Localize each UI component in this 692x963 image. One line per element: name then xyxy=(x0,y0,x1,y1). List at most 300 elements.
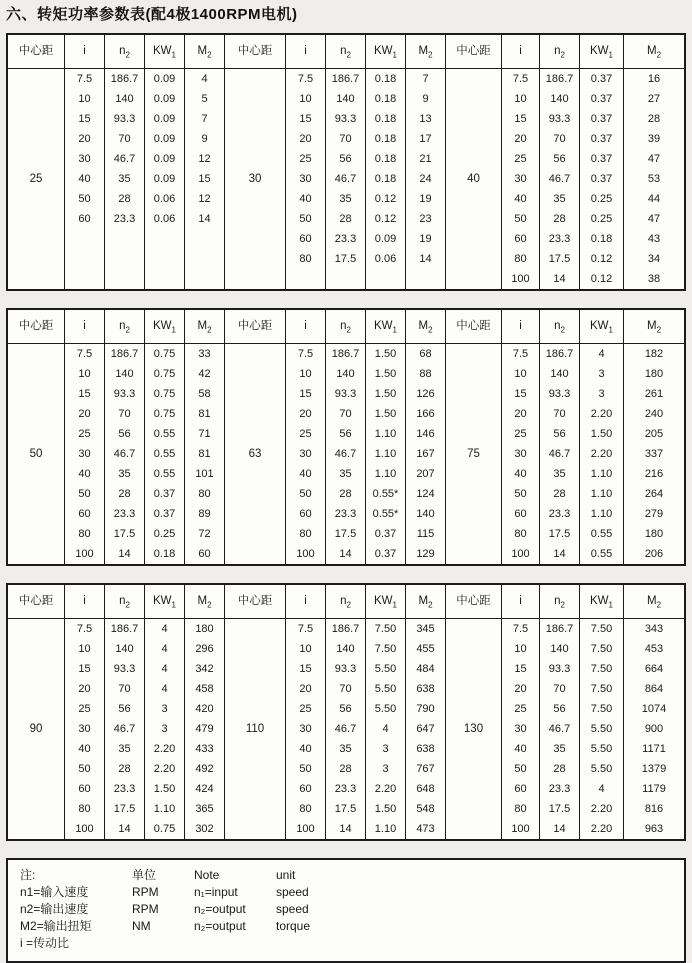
col-header-m2 xyxy=(406,310,445,344)
value-cell: 14 xyxy=(118,823,131,835)
n2-column xyxy=(105,35,145,289)
value-cell: 17.5 xyxy=(334,253,357,265)
value-cell: 80 xyxy=(78,528,91,540)
col-header-center-distance: 中心距 xyxy=(8,310,64,344)
n2-column-body xyxy=(326,619,365,839)
value-cell: 3 xyxy=(598,368,605,380)
value-cell: 70 xyxy=(118,683,131,695)
value-cell: 19 xyxy=(419,193,432,205)
value-cell: 28 xyxy=(339,488,352,500)
value-cell: 25 xyxy=(299,703,312,715)
kw1-column xyxy=(366,585,406,839)
value-cell: 7.5 xyxy=(76,623,93,635)
col-header-kw1 xyxy=(145,585,184,619)
value-cell: 0.37 xyxy=(374,548,397,560)
value-cell: 458 xyxy=(195,683,214,695)
header-subscript: 1 xyxy=(171,50,176,60)
value-cell xyxy=(286,269,325,289)
value-cell: 25 xyxy=(299,153,312,165)
value-cell: 2.20 xyxy=(153,763,176,775)
value-cell: 24 xyxy=(419,173,432,185)
header-base-text: KW xyxy=(153,45,172,57)
value-cell: 1.10 xyxy=(374,468,397,480)
value-cell: 186.7 xyxy=(110,348,139,360)
value-cell: 900 xyxy=(644,723,664,735)
value-cell: 1.50 xyxy=(374,408,397,420)
value-cell: 0.37 xyxy=(590,73,613,85)
value-cell: 60 xyxy=(198,548,211,560)
header-base-text: n xyxy=(554,595,561,607)
header-base-text: M xyxy=(418,595,429,607)
value-cell: 56 xyxy=(553,153,566,165)
header-subscript: 2 xyxy=(346,325,351,335)
value-cell: 455 xyxy=(416,643,435,655)
value-cell: 15 xyxy=(198,173,211,185)
col-header-n2 xyxy=(540,310,579,344)
header-subscript: 2 xyxy=(207,325,212,335)
value-cell: 0.75 xyxy=(153,823,176,835)
value-cell: 20 xyxy=(514,133,527,145)
value-cell: 23.3 xyxy=(113,508,136,520)
value-cell: 5.50 xyxy=(590,723,613,735)
header-subscript: 2 xyxy=(346,50,351,60)
value-cell: 19 xyxy=(419,233,432,245)
header-subscript: 1 xyxy=(608,50,613,60)
ratio-column xyxy=(286,585,326,839)
m2-column xyxy=(185,585,225,839)
value-cell: 35 xyxy=(339,193,352,205)
value-cell: 3 xyxy=(161,703,168,715)
m2-column-body xyxy=(406,69,445,289)
header-base-text: M xyxy=(197,595,208,607)
value-cell: 0.55 xyxy=(590,548,613,560)
value-cell: 46.7 xyxy=(334,448,357,460)
value-cell: 420 xyxy=(195,703,214,715)
value-cell: 93.3 xyxy=(334,113,357,125)
value-cell: 5.50 xyxy=(590,763,613,775)
value-cell xyxy=(65,269,104,289)
header-subscript: 2 xyxy=(125,325,130,335)
col-header-n2 xyxy=(540,35,579,69)
m2-column xyxy=(185,35,225,289)
value-cell: 14 xyxy=(339,548,352,560)
note-cell: 单位 xyxy=(132,868,157,882)
note-cell: n2=输出速度 xyxy=(20,902,89,916)
value-cell xyxy=(145,269,184,289)
value-cell: 50 xyxy=(514,213,527,225)
m2-column-body xyxy=(406,619,445,839)
value-cell: 264 xyxy=(644,488,664,500)
value-cell: 46.7 xyxy=(334,723,357,735)
col-header-m2 xyxy=(185,585,224,619)
header-subscript: 2 xyxy=(125,50,130,60)
value-cell: 0.09 xyxy=(153,113,176,125)
center-distance-body xyxy=(225,344,285,564)
value-cell: 0.37 xyxy=(153,508,176,520)
value-cell: 70 xyxy=(339,133,352,145)
value-cell: 0.75 xyxy=(153,368,176,380)
header-base-text: KW xyxy=(374,320,393,332)
value-cell: 20 xyxy=(514,408,527,420)
value-cell: 0.18 xyxy=(590,233,613,245)
header-subscript: 2 xyxy=(346,600,351,610)
kw1-column xyxy=(580,35,624,289)
value-cell: 0.09 xyxy=(153,173,176,185)
value-cell: 40 xyxy=(78,743,91,755)
value-cell: 23.3 xyxy=(548,508,571,520)
ratio-column xyxy=(286,35,326,289)
value-cell: 60 xyxy=(514,233,527,245)
value-cell: 4 xyxy=(201,73,208,85)
value-cell: 5.50 xyxy=(374,663,397,675)
center-distance-column xyxy=(225,585,286,839)
value-cell: 20 xyxy=(299,408,312,420)
col-header-ratio: i xyxy=(286,35,325,69)
value-cell: 100 xyxy=(75,823,94,835)
ratio-column-body xyxy=(286,69,325,289)
ratio-column-body xyxy=(502,344,539,564)
col-header-ratio: i xyxy=(286,310,325,344)
value-cell: 767 xyxy=(416,763,435,775)
value-cell: 0.25 xyxy=(153,528,176,540)
n2-column xyxy=(326,35,366,289)
value-cell: 0.06 xyxy=(374,253,397,265)
note-cell: M2=输出扭矩 xyxy=(20,919,92,933)
value-cell: 4 xyxy=(161,643,168,655)
value-cell: 10 xyxy=(514,93,527,105)
value-cell: 28 xyxy=(118,763,131,775)
center-distance-column xyxy=(446,585,502,839)
value-cell: 9 xyxy=(201,133,208,145)
center-distance-body xyxy=(8,619,64,839)
col-header-ratio: i xyxy=(65,310,104,344)
col-header-ratio: i xyxy=(65,35,104,69)
value-cell: 186.7 xyxy=(110,623,139,635)
value-cell: 40 xyxy=(299,193,312,205)
m2-column-body xyxy=(624,619,684,839)
value-cell: 261 xyxy=(644,388,664,400)
value-cell: 140 xyxy=(115,643,134,655)
col-header-center-distance: 中心距 xyxy=(8,585,64,619)
value-cell: 35 xyxy=(339,468,352,480)
value-cell: 30 xyxy=(514,448,527,460)
value-cell: 50 xyxy=(78,193,91,205)
value-cell: 23.3 xyxy=(113,783,136,795)
header-base-text: n xyxy=(340,595,347,607)
value-cell: 50 xyxy=(78,488,91,500)
value-cell: 279 xyxy=(644,508,664,520)
value-cell: 4 xyxy=(161,663,168,675)
value-cell: 0.12 xyxy=(374,193,397,205)
value-cell: 3 xyxy=(382,763,389,775)
header-base-text: n xyxy=(119,45,126,57)
value-cell: 0.18 xyxy=(374,93,397,105)
value-cell: 40 xyxy=(78,468,91,480)
value-cell: 40 xyxy=(514,743,527,755)
ratio-column xyxy=(502,310,540,564)
value-cell: 60 xyxy=(78,508,91,520)
value-cell: 1.50 xyxy=(153,783,176,795)
value-cell: 207 xyxy=(416,468,435,480)
col-header-kw1 xyxy=(366,35,405,69)
center-distance-column xyxy=(225,310,286,564)
header-subscript: 1 xyxy=(171,600,176,610)
value-cell: 1.10 xyxy=(590,468,613,480)
value-cell: 0.18 xyxy=(374,73,397,85)
header-base-text: n xyxy=(340,320,347,332)
m2-column xyxy=(185,310,225,564)
value-cell: 89 xyxy=(198,508,211,520)
value-cell: 302 xyxy=(195,823,214,835)
col-header-m2 xyxy=(185,310,224,344)
value-cell: 23.3 xyxy=(334,508,357,520)
value-cell: 101 xyxy=(195,468,214,480)
note-cell: NM xyxy=(132,919,151,933)
header-subscript: 2 xyxy=(428,50,433,60)
m2-column-body xyxy=(185,619,224,839)
value-cell: 93.3 xyxy=(113,663,136,675)
center-distance-column xyxy=(446,35,502,289)
ratio-column-body xyxy=(65,344,104,564)
value-cell: 2.20 xyxy=(590,448,613,460)
value-cell: 0.55* xyxy=(372,488,399,500)
n2-column xyxy=(540,585,580,839)
col-header-center-distance: 中心距 xyxy=(8,35,64,69)
value-cell: 0.18 xyxy=(374,173,397,185)
value-cell: 2.20 xyxy=(590,408,613,420)
note-cell: speed xyxy=(276,885,309,899)
header-subscript: 1 xyxy=(392,50,397,60)
value-cell: 342 xyxy=(195,663,214,675)
col-header-ratio: i xyxy=(502,310,539,344)
value-cell: 182 xyxy=(644,348,664,360)
value-cell: 140 xyxy=(115,368,134,380)
kw1-column-body xyxy=(366,69,405,289)
value-cell: 35 xyxy=(339,743,352,755)
kw1-column-body xyxy=(366,619,405,839)
value-cell xyxy=(65,229,104,249)
value-cell: 0.75 xyxy=(153,388,176,400)
value-cell: 28 xyxy=(339,213,352,225)
value-cell: 15 xyxy=(78,663,91,675)
header-subscript: 2 xyxy=(125,600,130,610)
center-distance-body xyxy=(225,69,285,289)
note-cell: RPM xyxy=(132,902,159,916)
kw1-column-body xyxy=(580,69,623,289)
center-distance-value: 63 xyxy=(248,448,262,460)
value-cell: 1.10 xyxy=(374,448,397,460)
value-cell xyxy=(185,269,224,289)
m2-column xyxy=(406,585,446,839)
kw1-column-body xyxy=(580,344,623,564)
m2-column xyxy=(406,35,446,289)
header-base-text: KW xyxy=(153,595,172,607)
value-cell: 129 xyxy=(416,548,435,560)
value-cell: 46.7 xyxy=(113,153,136,165)
col-header-center-distance: 中心距 xyxy=(446,35,501,69)
value-cell: 365 xyxy=(195,803,214,815)
value-cell: 56 xyxy=(339,703,352,715)
value-cell: 186.7 xyxy=(331,623,360,635)
m2-column xyxy=(624,585,684,839)
value-cell: 93.3 xyxy=(334,388,357,400)
header-base-text: KW xyxy=(374,45,393,57)
value-cell: 0.12 xyxy=(590,253,613,265)
value-cell: 38 xyxy=(647,273,661,285)
n2-column-body xyxy=(105,344,144,564)
header-subscript: 2 xyxy=(560,50,565,60)
value-cell: 3 xyxy=(598,388,605,400)
value-cell: 28 xyxy=(553,763,566,775)
value-cell: 93.3 xyxy=(113,113,136,125)
n2-column xyxy=(540,310,580,564)
value-cell: 40 xyxy=(514,193,527,205)
value-cell: 7.50 xyxy=(590,703,613,715)
value-cell: 46.7 xyxy=(548,448,571,460)
value-cell: 10 xyxy=(78,368,91,380)
value-cell: 25 xyxy=(514,703,527,715)
value-cell: 10 xyxy=(514,643,527,655)
value-cell: 40 xyxy=(299,743,312,755)
value-cell: 17.5 xyxy=(113,803,136,815)
col-header-ratio: i xyxy=(65,585,104,619)
value-cell: 180 xyxy=(644,368,664,380)
col-header-m2 xyxy=(624,585,684,619)
value-cell: 343 xyxy=(644,623,664,635)
value-cell: 7.5 xyxy=(76,348,93,360)
value-cell: 23.3 xyxy=(548,783,571,795)
value-cell: 1.50 xyxy=(374,368,397,380)
value-cell: 7.5 xyxy=(512,73,529,85)
value-cell: 186.7 xyxy=(110,73,139,85)
value-cell: 70 xyxy=(118,408,131,420)
value-cell: 46.7 xyxy=(548,173,571,185)
value-cell: 80 xyxy=(514,528,527,540)
value-cell: 56 xyxy=(339,428,352,440)
value-cell: 1379 xyxy=(641,763,667,775)
value-cell: 80 xyxy=(78,803,91,815)
value-cell: 1.50 xyxy=(374,348,397,360)
value-cell: 20 xyxy=(514,683,527,695)
value-cell: 492 xyxy=(195,763,214,775)
value-cell: 70 xyxy=(339,683,352,695)
value-cell: 2.20 xyxy=(590,823,613,835)
value-cell: 240 xyxy=(644,408,664,420)
value-cell: 23.3 xyxy=(334,233,357,245)
ratio-column-body xyxy=(502,69,539,289)
value-cell: 0.06 xyxy=(153,213,176,225)
ratio-column xyxy=(65,35,105,289)
center-distance-value: 50 xyxy=(29,448,43,460)
value-cell: 28 xyxy=(553,488,566,500)
header-base-text: n xyxy=(554,45,561,57)
value-cell: 42 xyxy=(198,368,211,380)
value-cell: 47 xyxy=(647,213,661,225)
value-cell: 17.5 xyxy=(548,253,571,265)
value-cell: 180 xyxy=(644,528,664,540)
col-header-m2 xyxy=(624,310,684,344)
m2-column xyxy=(624,35,684,289)
center-distance-value: 25 xyxy=(29,173,43,185)
value-cell: 140 xyxy=(550,643,569,655)
value-cell: 5.50 xyxy=(374,703,397,715)
ratio-column-body xyxy=(286,344,325,564)
ratio-column xyxy=(502,585,540,839)
note-cell: n₂=output xyxy=(194,919,246,933)
value-cell: 186.7 xyxy=(331,73,360,85)
header-base-text: KW xyxy=(374,595,393,607)
center-distance-value: 110 xyxy=(245,723,265,735)
col-header-n2 xyxy=(105,310,144,344)
value-cell: 7 xyxy=(422,73,429,85)
torque-table-medium-frames xyxy=(6,308,686,566)
value-cell: 60 xyxy=(514,508,527,520)
value-cell: 9 xyxy=(422,93,429,105)
value-cell: 28 xyxy=(647,113,661,125)
value-cell: 140 xyxy=(336,643,355,655)
note-cell xyxy=(132,935,194,952)
col-header-n2 xyxy=(326,35,365,69)
kw1-column xyxy=(580,310,624,564)
col-header-kw1 xyxy=(366,310,405,344)
value-cell: 453 xyxy=(644,643,664,655)
value-cell: 0.18 xyxy=(374,113,397,125)
value-cell: 30 xyxy=(78,723,91,735)
value-cell: 638 xyxy=(416,743,435,755)
value-cell: 0.37 xyxy=(153,488,176,500)
header-base-text: M xyxy=(646,595,657,607)
value-cell: 166 xyxy=(416,408,435,420)
value-cell: 0.37 xyxy=(590,173,613,185)
value-cell: 10 xyxy=(299,368,312,380)
value-cell: 17.5 xyxy=(113,528,136,540)
value-cell: 100 xyxy=(511,548,530,560)
value-cell: 35 xyxy=(553,468,566,480)
col-header-m2 xyxy=(406,35,445,69)
value-cell: 0.55 xyxy=(153,448,176,460)
m2-column-body xyxy=(624,344,684,564)
col-header-kw1 xyxy=(366,585,405,619)
value-cell: 4 xyxy=(161,683,168,695)
value-cell: 0.55 xyxy=(153,468,176,480)
note-cell: unit xyxy=(276,868,296,882)
value-cell: 15 xyxy=(78,388,91,400)
center-distance-column xyxy=(225,35,286,289)
value-cell: 70 xyxy=(553,133,566,145)
value-cell: 20 xyxy=(78,683,91,695)
value-cell: 0.12 xyxy=(374,213,397,225)
n2-column xyxy=(540,35,580,289)
value-cell: 5.50 xyxy=(590,743,613,755)
kw1-column-body xyxy=(145,344,184,564)
col-header-n2 xyxy=(540,585,579,619)
value-cell: 35 xyxy=(118,468,131,480)
value-cell: 7.5 xyxy=(512,623,529,635)
value-cell: 40 xyxy=(514,468,527,480)
value-cell: 47 xyxy=(647,153,661,165)
note-row xyxy=(20,918,684,935)
col-header-center-distance: 中心距 xyxy=(446,310,501,344)
value-cell: 15 xyxy=(299,663,312,675)
header-subscript: 2 xyxy=(207,50,212,60)
header-base-text: KW xyxy=(153,320,172,332)
value-cell: 50 xyxy=(514,488,527,500)
value-cell: 30 xyxy=(78,448,91,460)
value-cell: 180 xyxy=(195,623,214,635)
value-cell: 0.09 xyxy=(153,93,176,105)
value-cell: 30 xyxy=(299,448,312,460)
value-cell: 15 xyxy=(514,388,527,400)
